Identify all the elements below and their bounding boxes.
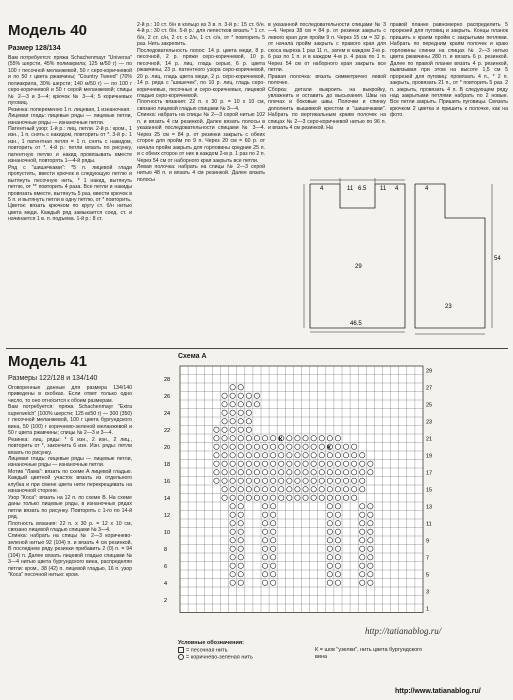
chart-row-number-left: 18 [164, 461, 171, 468]
schematic-label-8: 4 [425, 186, 429, 192]
chart-row-number-right: 11 [426, 521, 432, 528]
empty-cell-icon [178, 647, 184, 653]
chart-row-number-left: 12 [164, 512, 171, 519]
chart-title: Схема А [178, 353, 207, 360]
model40-column-2: 2-й р.: 10 ст. б/н в кольцо из 3 в. п. 3-й р.: 15 ст. б/н. 4-й р.: 30 ст. б/н. 5-й р.: для лепестков вязать * 1 ст. б/н, 2 ст. с/н, 2 ст. с 2/н, 1 ст. с/н, от * повторить 5 раз. Нить закрепить. Последовательность полос: 14 р. цвета меди, 8 р. песочной, 2 р. пряжи серо-коричневой, 10 р. песочной, 14 р. лиц. гладь серых, 6 р. цвета ржавчины, 23 р. патентного узора серо-коричневой, 20 р. лиц. гладь цвета меди, 2 р. серо-коричневой, 14 р. ряда с "шишечек", по 10 р. лиц. гладь серо-коричневых, песочных и серо-коричневых, лицевой гладью серо-коричневой. Плотность вязания: 22 п. x 30 р. = 10 x 10 см, связано лицевой гладью спицами № 3—4. Спинка: набрать на спицы № 2—3 серой нитью 102 п. и вязать 4 см резинкой. Далее вязать полосы в указанной последовательности спицами № 3—4. Через 25 см = 84 р. от резинки закрыть с обеих сторон для пройм по 9 п. Через 20 см = 60 р. от начала пройм закрыть для горловины средние 25 п. и с обеих сторон от них в каждом 2-м р. 1 раз по 2 п. Через 54 см от наборного края закрыть все петли. Левая полочка: набрать на спицы № 2—3 серой нитью 48 п. и вязать 4 см резинкой. Далее вязать полосы [137, 22, 265, 183]
schematic-label-4: 11 [380, 186, 387, 192]
chart-row-number-right: 7 [426, 555, 430, 562]
chart-row-number-left: 26 [164, 393, 171, 400]
schematic-label-6: 54 [494, 256, 501, 262]
legend-item-sand [178, 647, 253, 654]
chart-row-number-right: 3 [426, 589, 430, 596]
chart-row-number-right: 17 [426, 470, 433, 477]
legend-item-brown-green-label: = коричнево-зеленая нить [186, 654, 253, 661]
legend [178, 640, 253, 662]
chart-row-number-left: 20 [164, 444, 171, 451]
chart-row-number-left: 24 [164, 410, 171, 417]
schematic-label-7: 29 [355, 264, 362, 270]
chart-row-number-right: 25 [426, 402, 433, 409]
chart-row-number-left: 4 [164, 580, 168, 587]
model41-title: Модель 41 [8, 353, 87, 370]
circle-cell-icon [178, 654, 184, 660]
schematic-label-10: 46.5 [350, 321, 362, 327]
model40-column-3: в указанной последовательности спицами № 3—4. Через 38 см = 84 р. от резинки закрыть с левого края для пройм 9 п. Через 15 см = 32 р. от начала пройм закрыть с правого края для скоса выреза 1 раз 11 п., затем в каждом 2-м р. 6 раз по 1 п. и в каждом 4-м р. 4 раза по 1 п. Через 54 см от наборного края закрыть все петли. Правая полочка: вязать симметрично левой полочке. Сборка: детали выкроить на выкройку, увлажнить и оставить до высыхания. Швы на плечах и боковые швы. Полочки и спинку дополнить вышивкой крестом и "шишечками". Набрать по вертикальным краям полочек на спицах № 2—3 серо-коричневой нитью по 96 п. и вязать 4 см резинкой. На [268, 22, 386, 132]
chart-row-number-right: 1 [426, 606, 430, 613]
schematic-label-9: 23 [445, 304, 452, 310]
chart-knot-mark: К [278, 436, 283, 443]
garment-schematic [300, 178, 508, 338]
legend-heading: Условные обозначения: [178, 640, 244, 646]
model40-column-4: правой планке равномерно распределить 5 прорезей для пуговиц и закрыть. Концы планок пришить к краям пройм с закрытыми петлями. Набрать по передним краям полочек и краю горловины спинки на спицах № 2—3 нитью цвета ржавчины 280 п. и вязать 6 р. резинкой. Далее по правой планке вязать 4 р. резинкой, вывязывая при этом на высоте 1,5 см 5 прорезей для пуговиц: провязать 4 п., * 2 п. закрыть, провязать 21 п., от * повторить 5 раз. 2 п. закрыть, провязать 4 п. В следующем ряду над закрытыми петлями набрать по 2 новые. Все петли закрыть. Пришить пуговицы. Связать крючком 2 цветка и пришить к полочке, как на фото. [390, 22, 508, 119]
schematic-label-2: 11 [347, 186, 354, 192]
schematic-label-3: 6.5 [358, 186, 367, 192]
model40-title: Модель 40 [8, 22, 87, 39]
watermark: http://tatianablog.ru/ [365, 626, 442, 636]
chart-row-number-right: 19 [426, 453, 433, 460]
chart-row-number-left: 28 [164, 376, 171, 383]
legend-item-brown-green [178, 654, 253, 661]
chart-row-number-right: 13 [426, 504, 433, 511]
chart-row-number-right: 9 [426, 538, 430, 545]
footer-url: http://www.tatianablog.ru/ [395, 688, 481, 695]
model40-size: Размер 128/134 [8, 45, 61, 52]
chart-row-number-right: 23 [426, 419, 433, 426]
model41-size: Размеры 122/128 и 134/140 [8, 375, 98, 382]
chart-row-number-left: 8 [164, 546, 168, 553]
llama-knitting-chart [162, 360, 437, 632]
chart-row-number-left: 14 [164, 495, 171, 502]
chart-row-number-right: 21 [426, 436, 433, 443]
chart-row-number-left: 16 [164, 478, 171, 485]
legend-item-sand-label: = песочная нить [186, 647, 228, 654]
chart-knot-mark: К [327, 445, 331, 452]
model41-column-1: Оговоренные данные для размера 134/140 приведены в скобках. Если ответ только одно число, то оно относится к обоим размерам. Вам потребуется: пряжа Schachenmayr "Extra superweich" (100% шерсти; 125 м/50 г) — 300 (350) г песочной меланжевой, 100 г цвета бургундского вина, 50 (100) г коричнево-зеленой меланжевой и 50 г цвета ржавчины; спицы № 2—3 и 3—4. Резинка: лиц. ряды: * 6 изн., 2 изн., 2 лиц., повторить от *, закончить 6 изн. Изн. ряды: петли вязать по рисунку. Лицевая гладь: лицевые ряды — лицевые петли, изнаночные ряды — изнаночные петли. Мотив "Лама": вязать по схеме А лицевой гладью. Каждый цветной участок вязать из отдельного клубка и при смене цвета нити перекрещивать на изнаночной стороне. Узор "Коса": вязать на 12 п. по схеме В. На схеме даны только лицевые ряды, в изнаночных рядах петли вязать по рисунку. Повторять с 1-го по 14-й ряд. Плотность вязания: 22 п. x 30 р. = 12 x 10 см, связано лицевой гладью спицами № 3—4. Спинка: набрать на спицы № 2—3 коричнево-зеленой нитью 92 (104) п. и вязать 4 см резинкой. В последнем ряду резинки прибавить 2 (0) п. = 94 (104) п. Далее вязать лицевой гладью спицами № 3—4 нитью цвета бургундского вина, распределяя петли: кром., 38 (42) п. лицевой гладью, 16 п. узор "Коса" песочной нитью: кром. [8, 385, 132, 579]
chart-row-number-left: 6 [164, 563, 168, 570]
schematic-label-5: 4 [395, 186, 399, 192]
chart-row-number-left: 10 [164, 529, 171, 536]
model40-column-1: Вам потребуется: пряжа Schachenmayr "Universa" (55% шерсти, 45% полиакрила; 125 м/50 г) — по 100 г песочной меланжевой, 50 г серо-коричневой и по 50 г цвета ржавчины; "Country Tweed" (70% полиакрила, 30% шерсти; 140 м/50 г) — по 100 г серо-коричневой и 50 г серой меланжевой; спицы № 2—3 и 3—4; крючок № 3—4; 5 коричневых пуговиц. Резинка: попеременно 1 п. лицевая, 1 изнаночная. Лицевая гладь: лицевые ряды — лицевые петли, изнаночные ряды — изнаночные петли. Патентный узор: 1-й р.: лиц. петли. 2-й р.: кром., 1 изн., 1 п. снять с накидом, повторить от *. 3-й р.: 1 изн., 1 патентная петля = 1 п. снять с накидом, повторить от *. 4-й р.: петли вязать по рисунку, патентную петлю и накид провязывать вместе изнаночной, повторять 1—4-й ряды. Ряд с "шишечками": *5 п. лицевой глади пропустить, ввести крючок в следующую петлю и вытянуть песочную нить, * 1 накид, вытянуть петлю, от ** повторить 4 раза. Все петли и накиды провязать вместе, вытянуть 5 раз, ввести крючок в 5 п. и вытянуть петли в одну петлю, от * повторить. Цветок: вязать крючком по кругу ст. б/н нитью цвета меди. Каждый ряд замыкается соед. ст. и начинается 1 в. п. подъема. 1-й р.: 8 ст. [8, 55, 132, 223]
chart-row-number-right: 29 [426, 368, 433, 375]
chart-row-number-right: 27 [426, 385, 433, 392]
chart-row-number-left: 22 [164, 427, 171, 434]
legend-item-knot: К = шов "узелки", нить цвета бургундского вина [315, 647, 423, 660]
chart-row-number-left: 2 [164, 597, 168, 604]
chart-row-number-right: 5 [426, 572, 430, 579]
section-divider [6, 348, 508, 349]
schematic-label-1: 4 [320, 186, 324, 192]
chart-row-number-right: 15 [426, 487, 433, 494]
